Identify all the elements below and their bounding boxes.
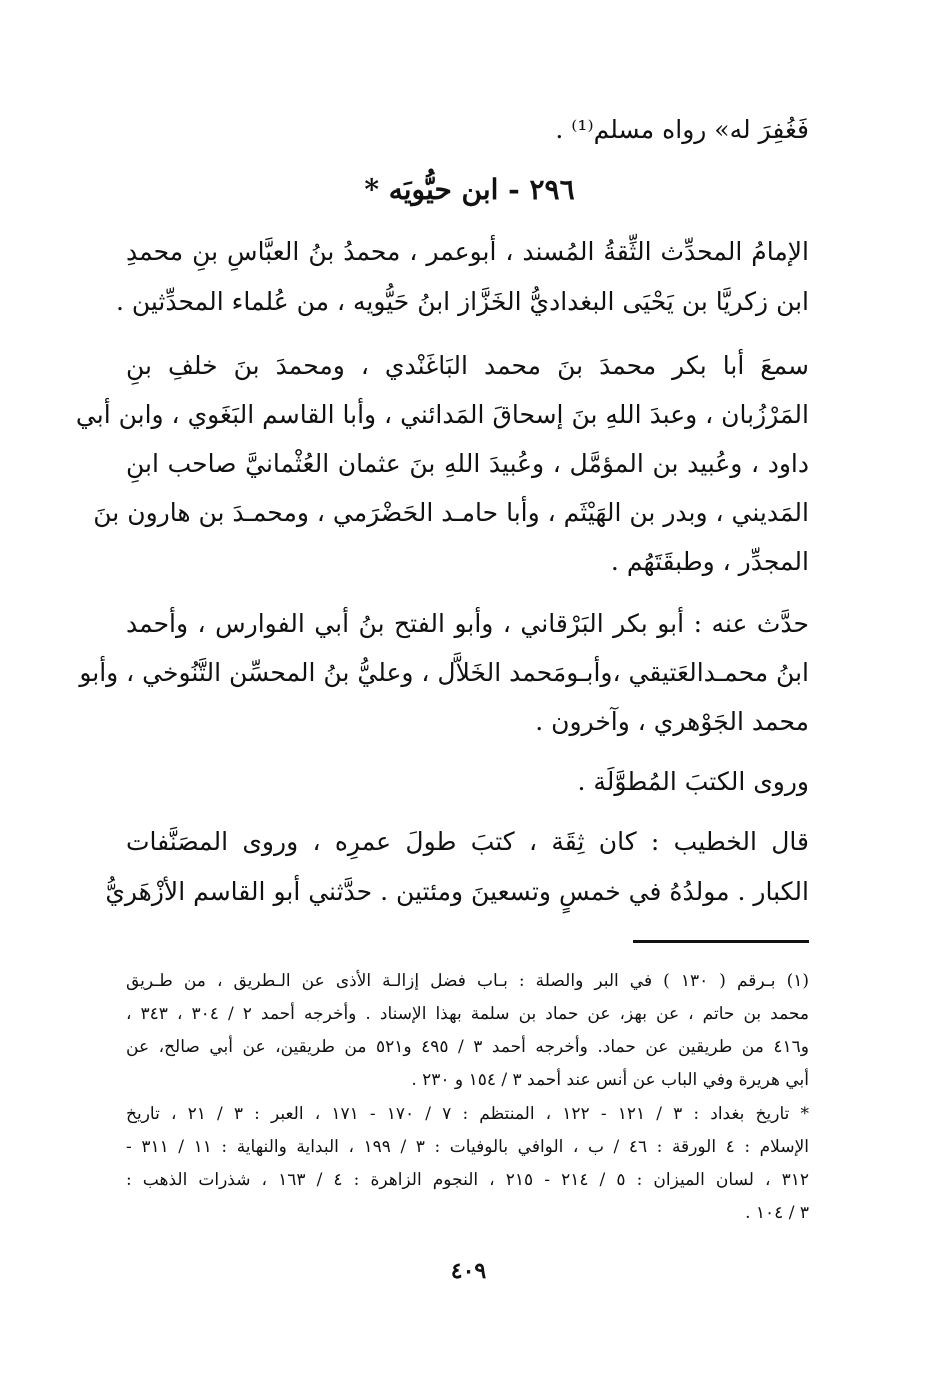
paragraph-line: ابنُ محمـدالعَتيقي ،وأبـومَحمد الخَلاَّل ، وعليُّ بنُ المحسِّن التَّنُوخي ، وأبو xyxy=(79,658,809,687)
paragraph-line: قال الخطيب : كان ثِقَة ، كتبَ طولَ عمرِه ، وروى المصَنَّفات xyxy=(126,827,809,856)
paragraph-line: سمعَ أبا بكر محمدَ بنَ محمد البَاغَنْدي ، ومحمدَ بنَ خلفِ بنِ xyxy=(126,351,809,380)
footnote-line: محمد بن حاتم ، عن بهز، عن حماد بن سلمة بهذا الإسناد . وأخرجه أحمد ٢ / ٣٠٤ ، ٣٤٣ ، xyxy=(126,1004,809,1024)
paragraph-line: المَديني ، وبدر بن الهَيْثَم ، وأبا حامـد الحَضْرَمي ، ومحمـدَ بن هارون بنَ xyxy=(93,498,809,527)
carry-over-line: فَغُفِرَ له» رواه مسلم⁽¹⁾ . xyxy=(555,115,809,144)
footnote-line: * تاريخ بغداد : ٣ / ١٢١ - ١٢٢ ، المنتظم : ٧ / ١٧٠ - ١٧١ ، العبر : ٣ / ٢١ ، تاريخ xyxy=(126,1104,809,1124)
footnote-line: و٤١٦ من طريقين عن حماد. وأخرجه أحمد ٣ / ٤٩٥ و٥٢١ من طريقين، عن أبي صالح، عن xyxy=(126,1037,809,1057)
page-number: ٤٠٩ xyxy=(450,1258,487,1284)
footnote-line: (١) بـرقم ( ١٣٠ ) في البر والصلة : بـاب فضل إزالـة الأذى عن الـطريق ، من طـريق xyxy=(126,971,809,991)
paragraph-line: المَرْزُبان ، وعبدَ اللهِ بنَ إسحاقَ المَدائني ، وأبا القاسم البَغَوي ، وابن أبي xyxy=(75,400,809,429)
entry-heading: ٢٩٦ - ابن حيُّويَه * xyxy=(364,173,575,206)
footnote-line: الإسلام : ٤ الورقة : ٤٦ / ب ، الوافي بالوفيات : ٣ / ١٩٩ ، البداية والنهاية : ١١ / ٣١١ - xyxy=(126,1137,809,1157)
paragraph-line: وروى الكتبَ المُطوَّلَة . xyxy=(577,767,809,796)
footnote-line: ٣١٢ ، لسان الميزان : ٥ / ٢١٤ - ٢١٥ ، النجوم الزاهرة : ٤ / ١٦٣ ، شذرات الذهب : xyxy=(126,1170,809,1190)
paragraph-line: محمد الجَوْهري ، وآخرون . xyxy=(535,707,809,736)
footnote-line: ٣ / ١٠٤ . xyxy=(745,1203,809,1223)
paragraph-line: الإمامُ المحدِّث الثِّقةُ المُسند ، أبوعمر ، محمدُ بنُ العبَّاسِ بنِ محمدِ xyxy=(126,237,809,266)
paragraph-line: ابن زكريَّا بن يَحْيَى البغداديُّ الخَزَّاز ابنُ حَيُّويه ، من عُلماء المحدِّثين . xyxy=(115,287,809,316)
paragraph-line: المجدِّر ، وطبقَتَهُم . xyxy=(610,547,809,576)
footnote-line: أبي هريرة وفي الباب عن أنس عند أحمد ٣ / ١٥٤ و ٢٣٠ . xyxy=(411,1070,809,1090)
paragraph-line: حدَّث عنه : أبو بكر البَرْقاني ، وأبو الفتح بنُ أبي الفوارس ، وأحمد xyxy=(126,609,809,638)
paragraph-line: داود ، وعُبيد بن المؤمَّل ، وعُبيدَ اللهِ بنَ عثمان العُثْمانيَّ صاحب ابنِ xyxy=(126,449,809,478)
footnote-divider xyxy=(633,940,809,943)
paragraph-line: الكبار . مولدُهُ في خمسٍ وتسعينَ ومئتين . حدَّثني أبو القاسم الأزْهَريُّ xyxy=(105,877,809,906)
